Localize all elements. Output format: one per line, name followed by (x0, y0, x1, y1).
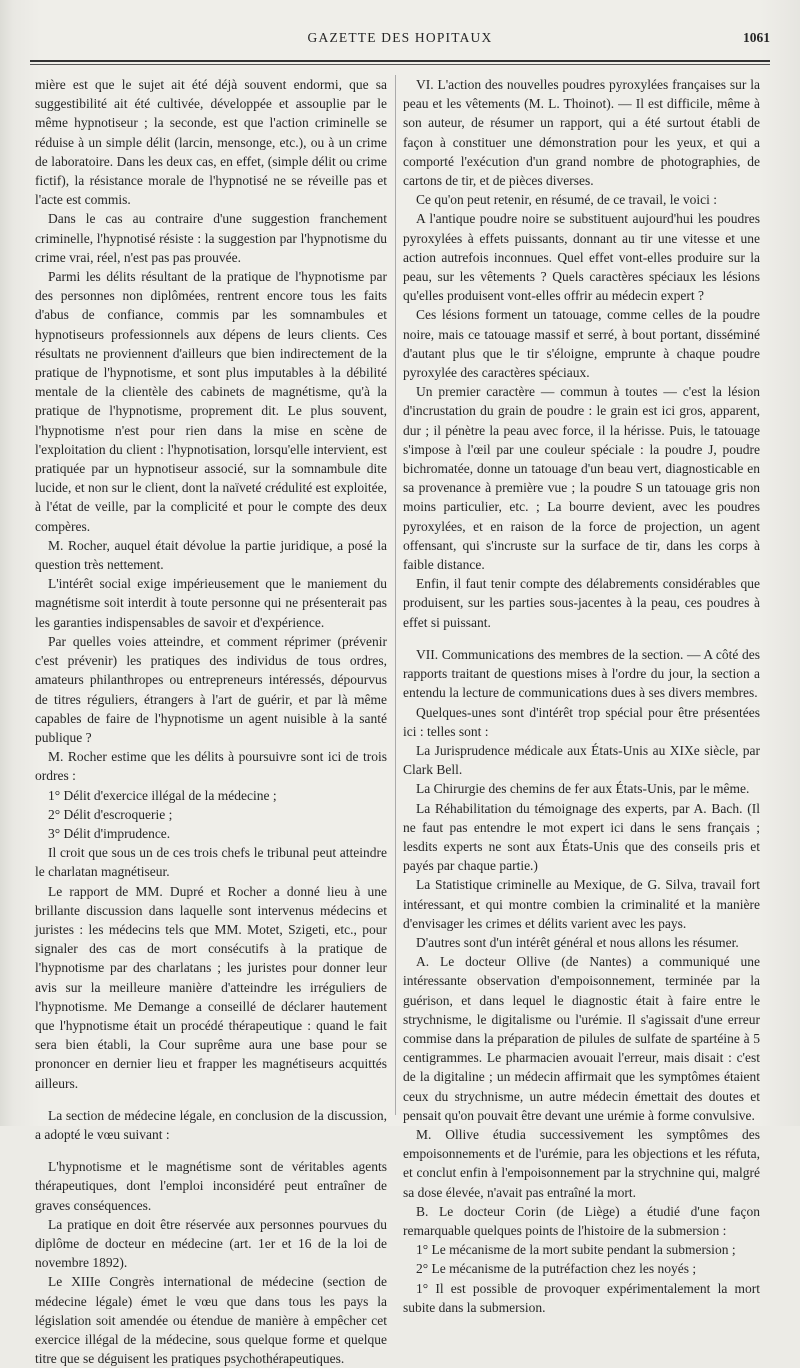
paragraph: Ce qu'on peut retenir, en résumé, de ce travail, le voici : (416, 192, 718, 208)
paragraph: mière est que le sujet ait été déjà souvent endormi, que sa suggestibilité ait été cultivée, développée et assouplie par le même hypnotiseur ; la seconde, est que l'action criminelle se réduise à un simple délit (larcin, mensonge, etc.), ou à un crime de laboratoire. Dans les deux cas, en effet, (simple délit ou crime fictif), la résistance morale de l'hypnotisé ne se réveille pas et l'acte est commis. (35, 77, 387, 208)
left-column (35, 75, 387, 1367)
page-header (30, 30, 770, 52)
header-rule-thin (30, 64, 770, 65)
paragraph: Parmi les délits résultant de la pratique de l'hypnotisme par des personnes non diplômées, rentrent encore tous les faits d'abus de confiance, commis par les somnambules et hypnotiseurs professionnels aux dépens de leurs clients. Ces résultats ne proviennent d'ailleurs que bien indirectement de la pratique de l'hypnotisme, et sont plus imputables à la débilité mentale de la clientèle des cabinets de magnétisme, qu'à la pratique de l'hypnotisme, proprement dit. Le plus souvent, l'hypnotisme n'est pour rien dans la mise en scène de l'exploitation du client : l'hypnotisation, lorsqu'elle intervient, est pratiquée par un hypnotiseur associé, sur la somnambule dite lucide, et non sur le client, dont la naïveté crédulité est exploitée, à l'état de veille, par la complicité et pour le compte des deux compères. (35, 269, 387, 534)
paragraph: D'autres sont d'un intérêt général et nous allons les résumer. (416, 934, 739, 950)
paragraph: Quelques-unes sont d'intérêt trop spécial pour être présentées ici : telles sont : (403, 704, 760, 739)
list-item: La Statistique criminelle au Mexique, de G. Silva, travail fort intéressant, et qui montre combien la criminalité et la manière d'envisager les crimes et délits varient avec les pays. (403, 877, 760, 931)
resolution-paragraph: La pratique en doit être réservée aux personnes pourvues du diplôme de docteur en médecine (art. 1er et 16 de la loi de novembre 1892). (35, 1216, 387, 1271)
section-heading-paragraph: VI. L'action des nouvelles poudres pyroxylées françaises sur la peau et les vêtements (M. L. Thoinot). — Il est difficile, même à son auteur, de résumer un rapport, qui a été surtout établi de façon à constituer une démonstration pour les yeux, et qui a comporté l'exécution d'un grand nombre de photographies, de cartons de tir, et de pièces diverses. (403, 77, 760, 189)
paragraph: Le rapport de MM. Dupré et Rocher a donné lieu à une brillante discussion dans laquelle sont intervenus médecins et juristes : les médecins tels que MM. Motet, Szigeti, etc., pour signaler des cas de mort consécutifs à la pratique de l'hypnotisme par des charlatans ; les juristes pour donner leur avis sur la meilleure manière d'atteindre les irréguliers de l'hypnotisme. Me Demange a conseillé de déclarer hautement que l'hypnotisme était un procédé thérapeutique : quand le fait sera bien établi, la Cour suprême aura une base pour se prononcer en dernier lieu et frapper les magnétiseurs acquittés ailleurs. (35, 883, 387, 1091)
paragraph: M. Ollive étudia successivement les symptômes des empoisonnements et de l'urémie, para les objections et les réfuta, et conclut enfin à l'empoisonnement par la strychnine qui, malgré sa dose élevée, n'avait pas entraîné la mort. (403, 1126, 760, 1200)
list-item: La Réhabilitation du témoignage des experts, par A. Bach. (Il ne faut pas entendre le mot expert ici dans le sens français ; lesdits experts ne sont aux États-Unis que des conseils pris et payés par chaque partie.) (403, 800, 760, 874)
paragraph: Dans le cas au contraire d'une suggestion franchement criminelle, l'hypnotisé résiste : la suggestion par l'hypnotisme du crime vrai, réel, n'est pas pas prouvée. (35, 211, 387, 265)
paragraph: A l'antique poudre noire se substituent aujourd'hui les poudres pyroxylées à effets puissants, donnant au tir une vitesse et une action autrefois inconnues. Quel effet vont-elles produire sur la peau, sur les vêtements ? Quels caractères spéciaux les lésions qu'elles produisent vont-elles offrir au médecin expert ? (403, 211, 760, 304)
list-item: 1° Délit d'exercice illégal de la médecine ; (48, 787, 277, 803)
list-item: La Chirurgie des chemins de fer aux États-Unis, par le même. (416, 781, 750, 797)
list-item: 1° Il est possible de provoquer expérimentalement la mort subite dans la submersion. (403, 1280, 760, 1315)
paragraph: A. Le docteur Ollive (de Nantes) a communiqué une intéressante observation d'empoisonnement, terminée par la guérison, et dans lequel le diagnostic était à faire entre le strychnisme, le digitalisme ou l'urémie. Il s'agissait d'une erreur commise dans la préparation de pilules de sulfate de spartéine à 5 centigrammes. Le pharmacien avouait l'erreur, mais disait : c'est de la digitaline ; un médecin affirmait que les symptômes étaient ceux du strychnisme, un autre médecin émettait des doutes et pensait qu'on pouvait être devant une urémie à forme convulsive. (403, 954, 760, 1123)
list-item: 2° Le mécanisme de la putréfaction chez les noyés ; (416, 1261, 697, 1277)
column-divider (395, 75, 396, 1115)
list-item: 1° Le mécanisme de la mort subite pendant la submersion ; (416, 1242, 736, 1258)
paragraph: Un premier caractère — commun à toutes — c'est la lésion d'incrustation du grain de poudre : le grain est ici gros, apparent, dur ; il pénètre la peau avec force, il la hérisse. Puis, le tatouage s'impose à l'œil par une couleur spéciale : la poudre J, poudre bichromatée, donne un tatouage d'un beau vert, diagnosticable en sa provenance à première vue ; la poudre S un tatouage gris non moins particulier, etc. ; La bourre devient, avec les poudres pyroxylées, et en raison de la force de projection, un agent offensant, qui s'incruste sur la surface de tir, dans les corps à faible distance. (403, 384, 760, 573)
section-heading-paragraph: VII. Communications des membres de la section. — A côté des rapports traitant de questions mises à l'ordre du jour, la section a entendu la lecture de communications dues à ses divers membres. (403, 646, 760, 701)
resolution-paragraph: Le XIIIe Congrès international de médecine (section de médecine légale) émet le vœu que dans tous les pays la législation soit amendée ou étendue de manière à empêcher cet exercice illégal de la médecine, sous quelque forme et quelque titre que se déguisent les pratiques psychothérapeutiques. (35, 1274, 387, 1367)
paragraph: L'intérêt social exige impérieusement que le maniement du magnétisme soit interdit à toute personne qui ne présenterait pas les garanties indispensables de savoir et d'expérience. (35, 576, 387, 630)
paragraph: Il croit que sous un de ces trois chefs le tribunal peut atteindre le charlatan magnétiseur. (35, 845, 387, 880)
list-item: 3° Délit d'imprudence. (48, 825, 171, 841)
journal-title: GAZETTE DES HOPITAUX (307, 30, 493, 45)
list-item: 2° Délit d'escroquerie ; (48, 806, 173, 822)
paragraph: M. Rocher, auquel était dévolue la partie juridique, a posé la question très nettement. (35, 537, 387, 573)
paragraph: Enfin, il faut tenir compte des délabrements considérables que produisent, sur les parties sous-jacentes à la peau, ces poudres à effet si puissant. (403, 576, 760, 630)
paragraph: B. Le docteur Corin (de Liège) a étudié d'une façon remarquable quelques points de l'histoire de la submersion : (403, 1203, 760, 1238)
paragraph: Ces lésions forment un tatouage, comme celles de la poudre noire, mais ce tatouage massif et serré, à bout portant, disséminé d'autant plus que le tir s'éloigne, emprunte à chaque poudre pyroxylée des caractères spéciaux. (403, 307, 760, 381)
resolution-paragraph: L'hypnotisme et le magnétisme sont de véritables agents thérapeutiques, dont l'emploi inconsidéré peut entraîner de graves conséquences. (35, 1159, 387, 1213)
paragraph: La section de médecine légale, en conclusion de la discussion, a adopté le vœu suivant : (35, 1107, 387, 1142)
list-item: La Jurisprudence médicale aux États-Unis au XIXe siècle, par Clark Bell. (403, 742, 760, 778)
paragraph: Par quelles voies atteindre, et comment réprimer (prévenir c'est prévenir) les pratiques des individus de tous ordres, amateurs philanthropes ou entrepreneurs intéressés, dépourvus de titres réguliers, étrangers à l'art de guérir, et par là même capables de faire de l'hypnotisme un agent nuisible à la santé publique ? (35, 633, 387, 745)
right-column (403, 75, 760, 1315)
paragraph: M. Rocher estime que les délits à poursuivre sont ici de trois ordres : (35, 749, 387, 784)
page-number: 1061 (743, 30, 770, 45)
header-rule-thick (30, 60, 770, 62)
